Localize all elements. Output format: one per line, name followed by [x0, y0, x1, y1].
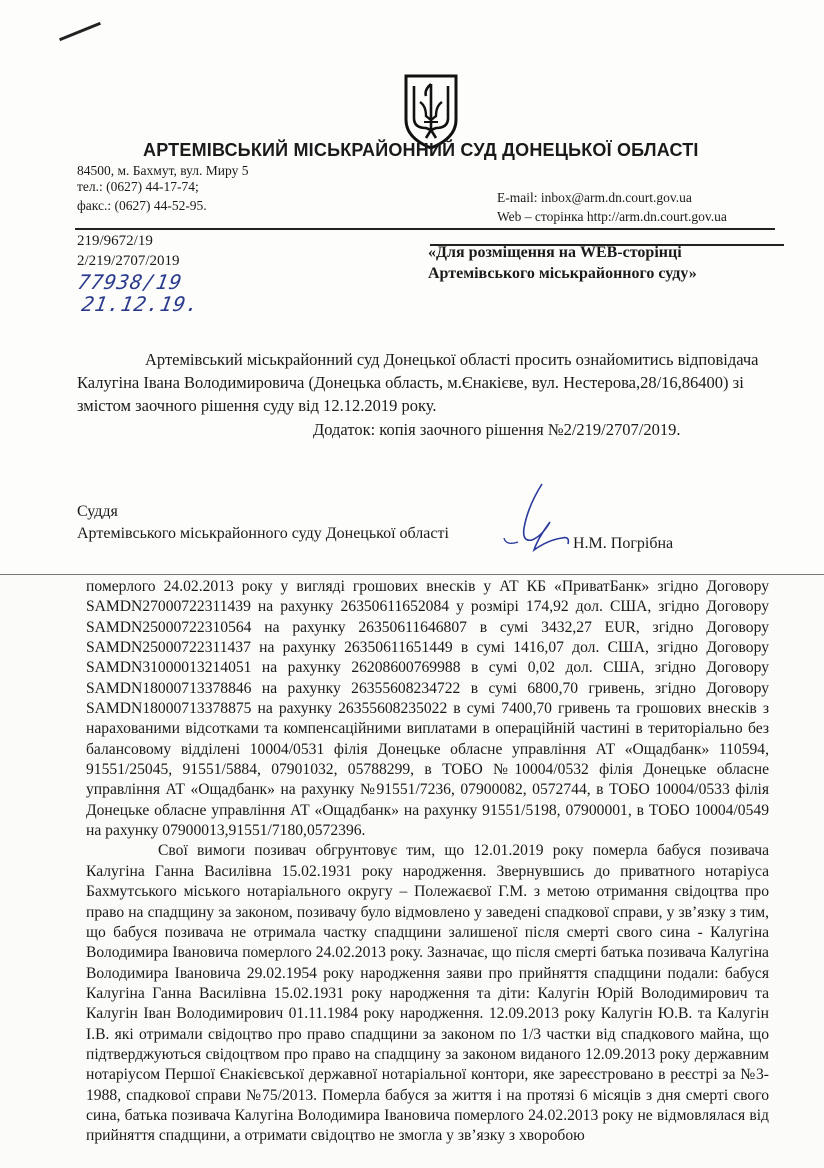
text-line: згідно Договору SAMDN25000722310564 на рахунку 26350611646807 в сумі 3432,27 EUR, [86, 598, 769, 636]
text-line: про право на спадщину за законом, позивачу було відмовлено у заведені спадкової справи, у [86, 883, 769, 921]
text-line: про право на спадщину за законом виданого 12.09.2013 року державним нотаріусом Першої [86, 1045, 769, 1084]
reference-number-1: 219/9672/19 [77, 233, 153, 249]
web-placement-note-line2: Артемівського міськрайонного суду» [428, 265, 697, 282]
court-fax: факс.: (0627) 44-52-95. [77, 198, 207, 213]
reference-number-2: 2/219/2707/2019 [77, 253, 180, 269]
text-line: сина, батька позивача Калугіна Володимира Івановича померлого 24.02.2013 року не [86, 1106, 657, 1124]
paragraph-claims [86, 841, 769, 1146]
text-line: Договору SAMDN27000722311439 на рахунку 26350611652084 у розмірі 174,92 дол. США, [86, 578, 769, 616]
handwritten-incoming-number: 77938/19 [75, 270, 185, 294]
text-line: померлого 24.02.2013 року у вигляді грошових внесків у АТ КБ «ПриватБанк» згідно [86, 578, 707, 595]
text-line: гривень, згідно Договору SAMDN18000713378875 на рахунку 26355608235022 в сумі 7400,70 [86, 679, 769, 718]
text-line: Єнакієвської державної нотаріальної контори, яке зареєстровано в реєстрі за №3-1988, [86, 1066, 769, 1104]
text-line: №91551/7236, 07900082, 0572744, в ТОБО 10004/0533 філія Донецьке обласне управління АТ [86, 781, 769, 819]
text-line: Свої вимоги позивач обгрунтовує тим, що 12.01.2019 року померла бабуся позивача [158, 842, 769, 860]
letter-attachment: Додаток: копія заочного рішення №2/219/2707/2019. [313, 420, 681, 439]
text-line: згідно Договору SAMDN25000722311437 на рахунку 26350611651449 в сумі 1416,07 дол. [86, 618, 769, 657]
letter-line-1: Артемівський міськрайонний суд Донецької області просить ознайомитись відповідача [145, 350, 759, 369]
text-line: зв’язку з тим, що бабуся позивача не отримала частку спадщини залишеної після смерті свого [86, 903, 769, 941]
text-line: США, згідно Договору SAMDN18000713378846 на рахунку 26355608234722 в сумі 6800,70 [86, 659, 770, 697]
text-line: 07900013,91551/7180,0572396. [162, 822, 366, 840]
letter-line-3: змістом заочного рішення суду від 12.12.2019 року. [77, 396, 437, 415]
trident-emblem-icon [400, 72, 462, 150]
text-line: сина - Калугіна Володимира Івановича померлого 24.02.2013 року. Зазначає, що після смерті [86, 923, 769, 962]
text-line: обласне управління АТ «Ощадбанк» 110594, 91551/25045, 91551/5884, 07901032, 05788299, в [86, 740, 769, 779]
text-line: операційній частині в територіально без балансовому відділені 10004/0531 філія Донецьке [86, 720, 770, 758]
text-line: відмовлялася від прийняття спадщини, а отримати свідоцтво не змогла у зв’язку з хворобою [86, 1106, 769, 1145]
court-address: 84500, м. Бахмут, вул. Миру 5 [77, 163, 249, 178]
text-line: ТОБО №10004/0532 філія Донецьке обласне управління АТ «Ощадбанк» на рахунку [86, 761, 769, 799]
signature-court: Артемівського міськрайонного суду Донецької області [77, 525, 449, 542]
text-line: прийняття спадщини подали: бабуся Калугіна Ганна Василівна 15.02.1931 року народження та [86, 964, 769, 1002]
text-line: «Ощадбанк» на рахунку 91551/5198, 07900001, в ТОБО 10004/0549 на рахунку [86, 801, 769, 840]
web-placement-note-line1: «Для розміщення на WEB-сторінці [428, 244, 682, 261]
lower-page-text [86, 577, 769, 1147]
court-email: E-mail: inbox@arm.dn.court.gov.ua [497, 190, 692, 205]
paragraph-deposits [86, 577, 769, 841]
text-line: США, згідно Договору SAMDN31000013214051 на рахунку 26208600769988 в сумі 0,02 дол. [86, 639, 769, 677]
signature-title: Суддя [77, 503, 118, 520]
text-line: Калугіна Ганна Василівна 15.02.1931 року народження. Звернувшись до приватного нотаріуса [86, 862, 769, 880]
header-rule [75, 228, 775, 230]
lower-page-excerpt [0, 574, 824, 1168]
court-website: Web – сторінка http://arm.dn.court.gov.ua [497, 209, 727, 224]
text-line: Бахмутського міського нотаріального округу – Полежаєвої Г.М. з метою отримання свідоцтва [86, 883, 746, 901]
pen-stroke-mark [59, 22, 101, 41]
text-line: народження. 12.09.2013 року Калугін Ю.В. та Калугін І.В. які отримали свідоцтво про право [86, 1005, 769, 1043]
text-line: батька позивача Калугіна Володимира Івановича 29.02.1954 року народження заяви про [86, 944, 769, 982]
court-phone: тел.: (0627) 44-17-74; [77, 179, 199, 194]
text-line: гривень та грошових внесків з нарахованими відсотками та компенсаційними виплатами в [86, 700, 769, 738]
text-line: спадщини за законом по 1/3 частки від спадкового майна, що підтверджуються свідоцтвом [86, 1025, 769, 1063]
text-line: діти: Калугін Юрій Володимирович та Калугін Іван Володимирович 01.11.1984 року [86, 984, 769, 1023]
judge-name: Н.М. Погрібна [573, 535, 674, 552]
handwritten-signature [498, 480, 578, 560]
court-title: АРТЕМІВСЬКИЙ МІСЬКРАЙОННИЙ СУД ДОНЕЦЬКОЇ ОБЛАСТІ [143, 140, 699, 160]
handwritten-date: 21.12.19. [79, 292, 202, 316]
letter-line-2: Калугіна Івана Володимировича (Донецька область, м.Єнакієве, вул. Нестерова,28/16,86400) зі [77, 373, 744, 392]
text-line: спадкової справи №75/2013. Померла бабуся за життя і на протязі 6 місяців з дня смерті свого [126, 1086, 770, 1104]
